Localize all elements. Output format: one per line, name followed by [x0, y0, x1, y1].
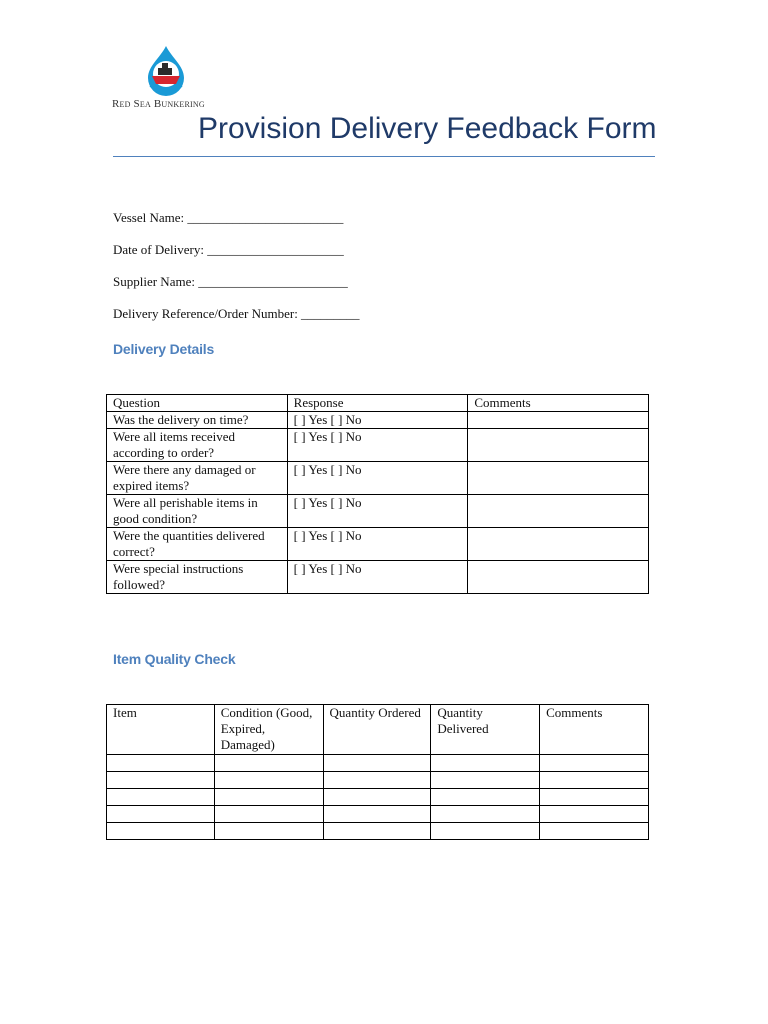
table-row	[107, 823, 649, 840]
table-header-row	[107, 395, 649, 412]
response-cell[interactable]: [ ] Yes [ ] No	[287, 462, 468, 495]
response-cell[interactable]: [ ] Yes [ ] No	[287, 495, 468, 528]
table-cell[interactable]	[214, 806, 323, 823]
question-cell: Were special instructions followed?	[107, 561, 288, 594]
table-cell[interactable]	[107, 789, 215, 806]
table-cell[interactable]	[431, 823, 540, 840]
response-cell[interactable]: [ ] Yes [ ] No	[287, 412, 468, 429]
table-row	[107, 561, 649, 594]
header-cell: Condition (Good, Expired, Damaged)	[214, 705, 323, 755]
vessel-name-field[interactable]: Vessel Name: ________________________	[113, 210, 344, 225]
table-row	[107, 755, 649, 772]
response-cell[interactable]: [ ] Yes [ ] No	[287, 528, 468, 561]
response-cell[interactable]: [ ] Yes [ ] No	[287, 561, 468, 594]
ship-drop-icon	[142, 44, 190, 96]
company-logo	[112, 44, 222, 114]
table-row	[107, 789, 649, 806]
table-cell[interactable]	[107, 823, 215, 840]
table-cell[interactable]	[323, 755, 431, 772]
table-cell[interactable]	[540, 772, 649, 789]
title-divider	[113, 156, 655, 157]
table-cell[interactable]	[323, 806, 431, 823]
question-cell: Were all items received according to order?	[107, 429, 288, 462]
table-cell[interactable]	[214, 789, 323, 806]
table-row	[107, 462, 649, 495]
table-row	[107, 772, 649, 789]
comments-cell[interactable]	[468, 561, 649, 594]
table-cell[interactable]	[431, 755, 540, 772]
table-cell[interactable]	[540, 755, 649, 772]
question-cell: Were the quantities delivered correct?	[107, 528, 288, 561]
item-quality-table	[106, 704, 649, 840]
header-cell: Question	[107, 395, 288, 412]
table-cell[interactable]	[107, 755, 215, 772]
table-row	[107, 806, 649, 823]
table-cell[interactable]	[214, 823, 323, 840]
header-cell: Comments	[468, 395, 649, 412]
question-cell: Were there any damaged or expired items?	[107, 462, 288, 495]
table-cell[interactable]	[214, 755, 323, 772]
table-cell[interactable]	[214, 772, 323, 789]
comments-cell[interactable]	[468, 495, 649, 528]
header-cell: Quantity Ordered	[323, 705, 431, 755]
page-title: Provision Delivery Feedback Form	[198, 112, 657, 145]
comments-cell[interactable]	[468, 528, 649, 561]
question-cell: Were all perishable items in good condition?	[107, 495, 288, 528]
header-cell: Item	[107, 705, 215, 755]
table-row	[107, 528, 649, 561]
delivery-details-table	[106, 394, 649, 594]
header-cell: Comments	[540, 705, 649, 755]
table-cell[interactable]	[107, 772, 215, 789]
comments-cell[interactable]	[468, 429, 649, 462]
table-cell[interactable]	[540, 789, 649, 806]
table-cell[interactable]	[431, 789, 540, 806]
table-cell[interactable]	[107, 806, 215, 823]
delivery-date-field[interactable]: Date of Delivery: _____________________	[113, 242, 344, 257]
section-heading-delivery: Delivery Details	[113, 341, 215, 357]
question-cell: Was the delivery on time?	[107, 412, 288, 429]
section-heading-quality: Item Quality Check	[113, 651, 236, 667]
comments-cell[interactable]	[468, 412, 649, 429]
table-cell[interactable]	[431, 772, 540, 789]
logo-text: Red Sea Bunkering	[112, 98, 205, 110]
table-cell[interactable]	[431, 806, 540, 823]
table-row	[107, 429, 649, 462]
header-cell: Response	[287, 395, 468, 412]
comments-cell[interactable]	[468, 462, 649, 495]
table-header-row	[107, 705, 649, 755]
response-cell[interactable]: [ ] Yes [ ] No	[287, 429, 468, 462]
table-cell[interactable]	[323, 772, 431, 789]
table-cell[interactable]	[323, 823, 431, 840]
table-cell[interactable]	[540, 806, 649, 823]
order-number-field[interactable]: Delivery Reference/Order Number: _________	[113, 306, 360, 321]
table-cell[interactable]	[323, 789, 431, 806]
table-row	[107, 412, 649, 429]
table-cell[interactable]	[540, 823, 649, 840]
table-row	[107, 495, 649, 528]
supplier-name-field[interactable]: Supplier Name: _______________________	[113, 274, 348, 289]
header-cell: Quantity Delivered	[431, 705, 540, 755]
